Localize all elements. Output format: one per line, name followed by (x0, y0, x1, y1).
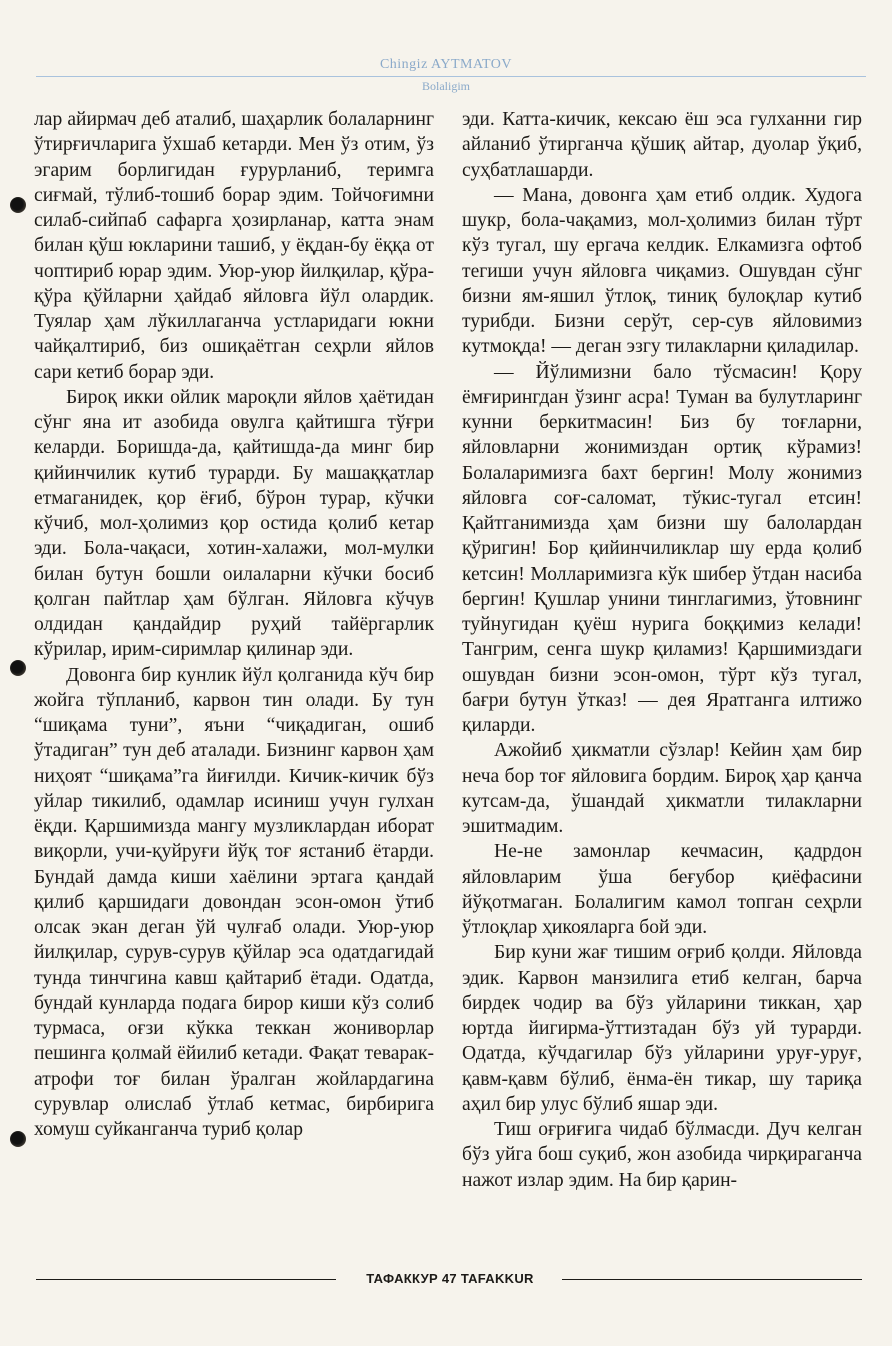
paragraph: Не-не замонлар кечмасин, қадрдон яйловларим ўша беғубор қиёфасини йўқотмаган. Болалигим камол топган сеҳрли ўтлоқлар ҳикояларга бой эди. (462, 841, 862, 938)
paragraph: Тиш оғриғига чидаб бўлмасди. Дуч келган бўз уйга бош суқиб, жон азобида чирқираганча нажот излар эдим. На бир қарин- (462, 1119, 862, 1191)
header-author: Chingiz AYTMATOV (379, 57, 513, 72)
binder-hole (10, 660, 26, 676)
right-column (462, 107, 862, 1193)
footer-text: ТАФАККУР 47 TAFAKKUR (366, 1271, 534, 1286)
page-header (0, 57, 892, 93)
page-footer (0, 1269, 892, 1289)
header-title: Bolaligim (422, 79, 470, 93)
paragraph: эди. Катта-кичик, кексаю ёш эса гулханни гир айланиб ўтирганча қўшиқ айтар, дуолар ўқиб, суҳбатлашарди. (462, 109, 862, 181)
header-rule (36, 76, 866, 77)
binder-hole (10, 1131, 26, 1147)
binder-hole (10, 197, 26, 213)
paragraph: Бир куни жағ тишим оғриб қолди. Яйловда эдик. Карвон манзилига етиб келган, барча бирдек чодир ва бўз уйларини тиккан, ҳар юртда йигирма-ўттизтадан бўз уй турарди. Одатда, кўчдагилар бўз уйларини уруғ-уруғ, қавм-қавм бўлиб, ёнма-ён тикар, шу тариқа аҳил бир улус бўлиб яшар эди. (462, 942, 862, 1115)
paragraph: лар айирмач деб аталиб, шаҳарлик болаларнинг ўтирғичларига ўхшаб кетарди. Мен ўз отим, ўз эгарим борлигидан ғурурланиб, теримга сиғмай, тўлиб-тошиб борар эдим. Тойчоғимни силаб-сийпаб сафарга ҳозирланар, катта энам билан қўш юкларини ташиб, у ёқдан-бу ёққа от чоптириб юрар эдим. Уюр-уюр йилқилар, қўра-қўра қўйларни ҳайдаб яйловга йўл олардик. Туялар ҳам лўкиллаганча устларидаги юкни чайқалтириб, биз ошиқаётган сеҳрли яйлов сари кетиб борар эди. (34, 109, 434, 383)
paragraph: — Мана, довонга ҳам етиб олдик. Худога шукр, бола-чақамиз, мол-ҳолимиз билан тўрт кўз тугал, шу ергача келдик. Елкамизга офтоб тегиши учун яйловга чиқамиз. Ошувдан сўнг бизни ям-яшил ўтлоқ, тиниқ булоқлар кутиб турибди. Бизни серўт, сер-сув яйловимиз кутмоқда! — деган эзгу тилакларни қиладилар. (462, 184, 862, 358)
left-column (34, 107, 434, 1142)
paragraph: — Йўлимизни бало тўсмасин! Қору ёмғирингдан ўзинг асра! Туман ва булутларинг кунни беркитмасин! Биз бу тоғларни, яйловларни жонимиздан ортиқ кўрамиз! Болаларимизга бахт бергин! Молу жонимиз яйловга соғ-саломат, тўкис-тугал етсин! Қайтганимизда ҳам бизни шу балолардан қўригин! Бор қийинчиликлар шу ерда қолиб кетсин! Молларимизга кўк шибер ўтдан насиба бергин! Қушлар унини тинглагимиз, ўтовнинг туйнугидан қуёш нурига боққимиз келади! Тангрим, сенга шукр қиламиз! Қаршимиздаги ошувдан бизни эсон-омон, тўрт кўз тугал, бағри бутун ўтказ! — дея Яратганга илтижо қиларди. (462, 361, 862, 736)
paragraph: Довонга бир кунлик йўл қолганида кўч бир жойга тўпланиб, карвон тин олади. Бу тун “шиқама туни”, яъни “чиқадиган, ошиб ўтадиган” тун деб аталади. Бизнинг карвон ҳам ниҳоят “шиқама”га йиғилди. Кичик-кичик бўз уйлар тикилиб, одамлар исиниш учун гулхан ёқди. Қаршимизда мангу музликлардан иборат виқорли, учи-қуйруғи йўқ тоғ ястаниб ётарди. Бундай дамда киши хаёлини эртага қандай қилиб қаршидаги довондан эсон-омон ўтиб олсак экан деган ўй чулғаб олади. Уюр-уюр йилқилар, сурув-сурув қўйлар эса одатдагидай тунда тинчгина кавш қайтариб ётади. Одатда, бундай кунларда подага бирор киши кўз солиб турмаса, оғзи кўкка теккан жониворлар пешинга қолмай ёйилиб кетади. Фақат теварак-атрофи тоғ билан ўралган жойлардагина сурувлар олислаб ўтлаб кетмас, бирбирига хомуш суйканганча туриб қолар (34, 664, 434, 1140)
paragraph: Бироқ икки ойлик мароқли яйлов ҳаётидан сўнг яна ит азобида овулга қайтишга тўғри келарди. Боришда-да, қайтишда-да минг бир қийинчилик кутиб турарди. Бу машаққатлар етмаганидек, қор ёғиб, бўрон турар, кўчки кўчиб, мол-ҳолимиз қор остида қолиб кетар эди. Бола-чақаси, хотин-халажи, мол-мулки билан бутун бошли оилаларни кўчки босиб қолган пайтлар ҳам бўлган. Яйловга кўчув олдидан қандайдир руҳий тайёргарлик кўрилар, ирим-сиримлар қилинар эди. (34, 386, 434, 661)
footer-rule (562, 1279, 862, 1280)
footer-rule (36, 1279, 336, 1280)
paragraph: Ажойиб ҳикматли сўзлар! Кейин ҳам бир неча бор тоғ яйловига бордим. Бироқ ҳар қанча кутсам-да, ўшандай ҳикматли тилакларни эшитмадим. (462, 740, 862, 837)
